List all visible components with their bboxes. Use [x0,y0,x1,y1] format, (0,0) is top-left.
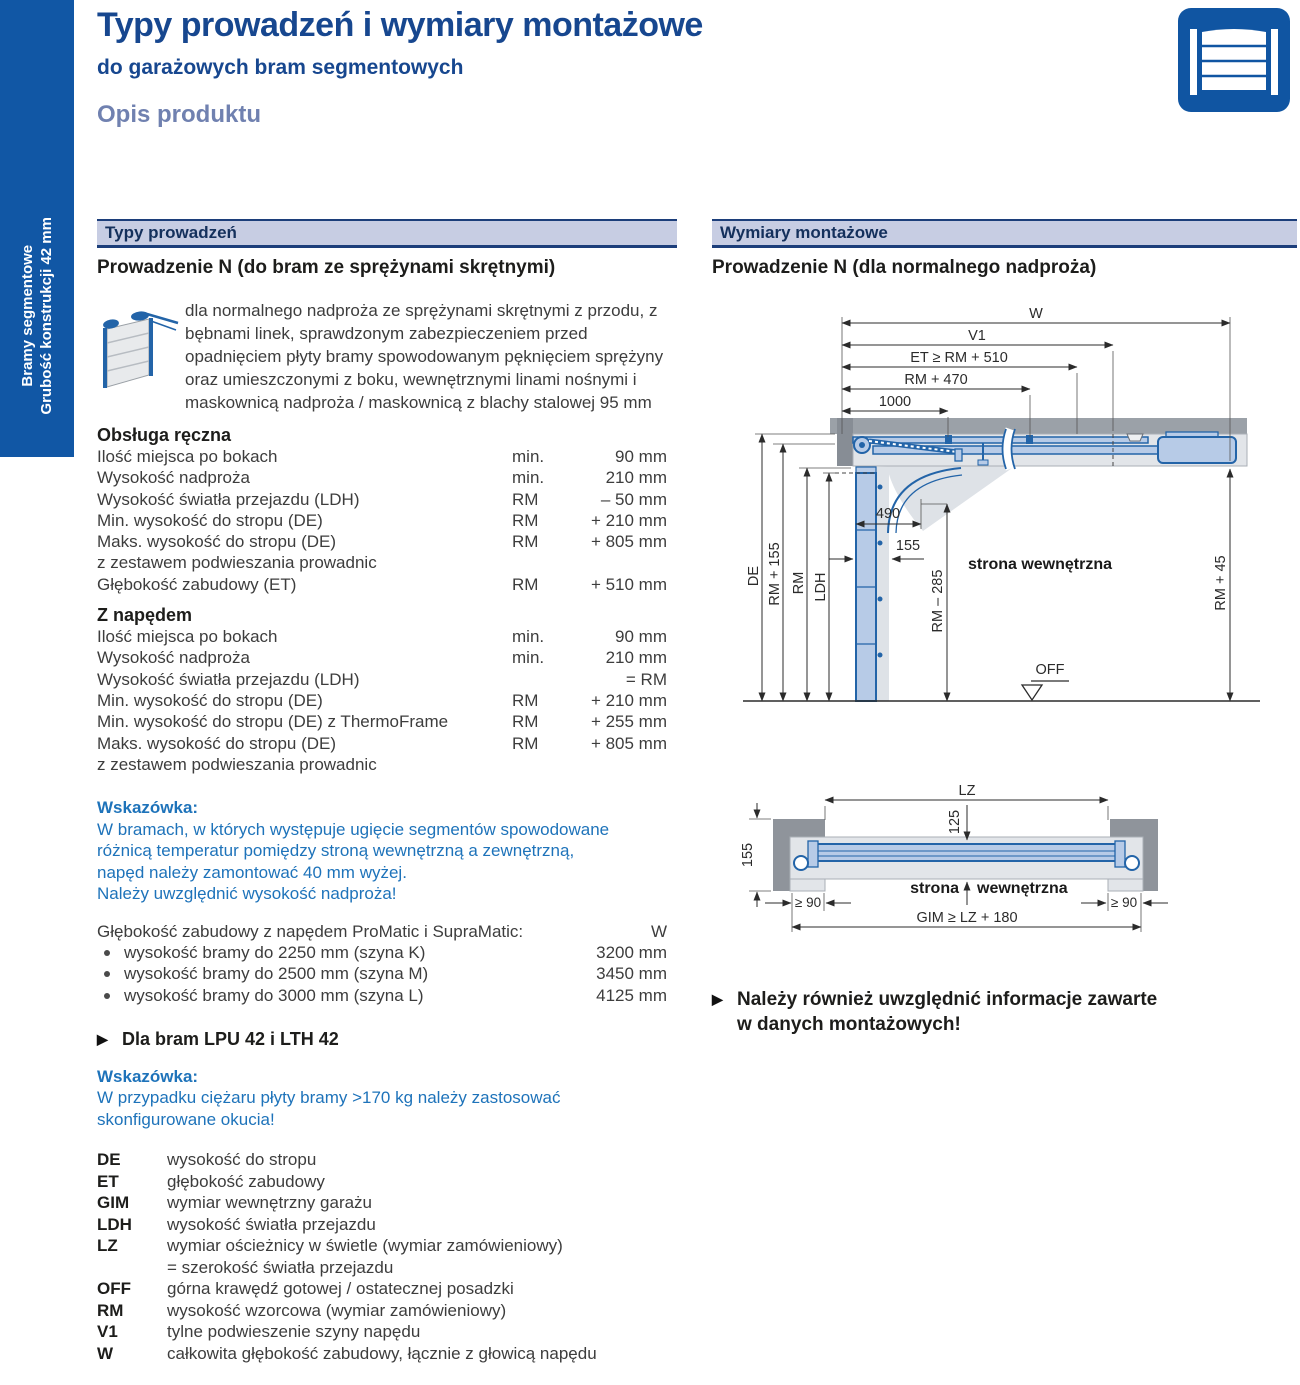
dim-rm45-label: RM + 45 [1213,555,1229,611]
lpu-heading-row [97,1029,677,1050]
mounting-n-heading: Prowadzenie N (dla normalnego nadproża) [712,257,1097,278]
row-label: Min. wysokość do stropu (DE) z ThermoFrame [97,712,449,732]
table-row [97,647,667,668]
dim-rm470-label: RM + 470 [904,372,968,388]
table-row [97,467,667,488]
row-value: + 805 mm [590,733,667,753]
suspension-clip-1000 [945,435,952,444]
door-panel-plan [815,844,1118,861]
hint-title: Wskazówka: [97,798,199,818]
dim-1000-label: 1000 [878,394,912,410]
legend-desc-line1: wymiar ościeżnicy w świetle (wymiar zamówieniowy) [167,1236,563,1256]
legend-row [97,1171,667,1193]
row-label-line1: Maks. wysokość do stropu (DE) [97,733,337,753]
cable-drum-axle [859,442,865,448]
row-label: Min. wysokość do stropu (DE) [97,510,323,530]
legend-term: RM [97,1300,124,1320]
roller [878,653,883,658]
row-qualifier: RM [512,712,539,732]
bullet-icon [97,963,124,984]
legend-term: W [97,1343,114,1363]
rear-suspension-bracket [1127,434,1143,441]
list-item-value: 3200 mm [596,942,667,962]
legend-desc-line2: = szerokość światła przejazdu [167,1257,394,1277]
hint-note-2 [97,1066,677,1131]
row-qualifier: RM [512,690,539,710]
list-item-label: wysokość bramy do 2500 mm (szyna M) [124,964,429,984]
inner-side-label-2: wewnętrzna [977,880,1068,897]
row-qualifier: min. [512,648,545,668]
dim-lz-label: LZ [958,783,976,799]
door-backing [876,467,889,701]
dim-90-left-label: ≥ 90 [794,895,822,910]
table-row [97,446,667,467]
legend-term: LZ [97,1236,118,1256]
legend-term: OFF [97,1279,131,1299]
abbreviation-legend [97,1149,667,1364]
dim-rm-label: RM [791,571,807,595]
operator-head [1158,437,1236,463]
sectional-door-pictogram [97,299,185,414]
track-n-description: dla normalnego nadproża ze sprężynami skrętnymi z przodu, z bębnami linek, sprawdzonym zabezpieczeniem przed opadnięciem płyty bramy spowodowanym pęknięciem sprężyny oraz umieszczonymi z boku, wewnętrznymi linami nośnymi i maskownicą nadproża / maskownicą z blachy stalowej 95 mm [185,301,664,412]
depth-heading-value: W [650,921,667,941]
legend-term: LDH [97,1214,132,1234]
page-subtitle: do garażowych bram segmentowych [97,56,464,79]
side-track-right [1115,841,1125,867]
note-line2: w danych montażowych! [737,1014,961,1035]
list-item [97,942,667,963]
hint-note-1 [97,797,677,905]
legend-row [97,1300,667,1322]
row-label-line2: z zestawem podwieszania prowadnic [97,754,377,774]
roller [878,597,883,602]
product-section-title: Opis produktu [97,101,261,128]
dim-de-label: DE [746,565,762,587]
dim-90-right-label: ≥ 90 [1110,895,1138,910]
spring-bracket [955,449,962,461]
dim-ldh-label: LDH [813,572,829,602]
table-row [97,669,667,690]
legend-desc: głębokość zabudowy [167,1171,325,1191]
legend-desc: tylne podwieszenie szyny napędu [167,1322,421,1342]
legend-desc: wysokość wzorcowa (wymiar zamówieniowy) [167,1300,507,1320]
mounting-data-note-text [737,987,1157,1037]
hint-line: W bramach, w których występuje ugięcie segmentów spowodowane [97,819,610,839]
legend-desc [167,1235,667,1278]
dim-v1-label: V1 [968,328,986,344]
table-row [97,733,667,776]
sidebar-line1: Bramy segmentowe [19,245,36,388]
row-qualifier: RM [512,532,539,552]
row-value: 90 mm [615,627,667,647]
row-label [97,733,512,776]
installation-depth-block [97,921,667,1006]
row-qualifier: RM [512,510,539,530]
hint-line: skonfigurowane okucia! [97,1109,275,1129]
row-label: Głębokość zabudowy (ET) [97,574,297,594]
list-item [97,963,667,984]
legend-desc: wysokość do stropu [167,1150,317,1170]
table-row [97,711,667,732]
dim-et-label: ET ≥ RM + 510 [910,350,1008,366]
row-label: Wysokość światła przejazdu (LDH) [97,489,360,509]
dim-490-label: 490 [875,506,901,522]
suspension-clip-rm470 [1026,435,1033,444]
dim-155-plan-label: 155 [740,842,756,868]
bullet-icon [97,942,124,963]
dim-w-label: W [1029,306,1043,322]
legend-row [97,1321,667,1343]
row-value: 210 mm [605,648,667,668]
hint-line: Należy uwzględnić wysokość nadproża! [97,884,397,904]
brand-sidebar [0,0,74,457]
list-item-value: 3450 mm [596,964,667,984]
mounting-data-note [712,987,1297,1037]
garage-door-icon [1178,8,1290,117]
row-label [97,531,512,574]
break-symbol [1007,429,1011,469]
right-column [712,219,1297,1037]
sidebar-line2: Grubość konstrukcji 42 mm [38,217,55,415]
note-line1: Należy również uwzględnić informacje zawarte [737,989,1158,1010]
row-label: Wysokość nadproża [97,648,250,668]
row-value: + 805 mm [590,532,667,552]
side-view-diagram [725,291,1300,741]
manual-section-title: Obsługa ręczna [97,425,232,445]
manual-table [97,446,667,595]
operator-section-title: Z napędem [97,605,193,626]
page-title: Typy prowadzeń i wymiary montażowe [97,6,703,44]
row-value: = RM [625,669,667,689]
roller-right [1125,856,1139,870]
legend-term: ET [97,1171,119,1191]
legend-desc: wysokość światła przejazdu [167,1214,376,1234]
sidebar-vertical-label [18,217,56,415]
depth-heading: Głębokość zabudowy z napędem ProMatic i SupraMatic: [97,921,524,941]
row-qualifier: min. [512,447,545,466]
legend-row [97,1278,667,1300]
off-label: OFF [1035,662,1065,678]
inner-side-label-1: strona [910,880,959,897]
row-value: + 510 mm [590,574,667,594]
legend-row [97,1149,667,1171]
list-item [97,985,667,1006]
row-label-line1: Maks. wysokość do stropu (DE) [97,532,337,552]
table-row [97,574,667,595]
roller-left [794,856,808,870]
lpu-heading: Dla bram LPU 42 i LTH 42 [122,1028,339,1049]
roller [878,541,883,546]
row-value: + 210 mm [590,510,667,530]
hint-line: napęd należy zamontować 40 mm wyżej. [97,862,407,882]
row-label-line2: z zestawem podwieszania prowadnic [97,553,377,573]
legend-row [97,1214,667,1236]
list-item-label: wysokość bramy do 2250 mm (szyna K) [124,942,426,962]
depth-heading-row [97,921,667,942]
garage-door-icon-svg [1178,8,1290,112]
row-qualifier: RM [512,574,539,594]
hint-title: Wskazówka: [97,1066,199,1086]
sectional-door-pictogram-svg [97,299,179,399]
inner-side-label: strona wewnętrzna [967,556,1113,573]
legend-term: V1 [97,1322,118,1342]
legend-term: GIM [97,1193,130,1213]
legend-row [97,1192,667,1214]
track-n-heading: Prowadzenie N (do bram ze sprężynami skrętnymi) [97,257,556,278]
dim-125-label: 125 [947,809,963,835]
dim-155-label: 155 [895,538,921,554]
table-row [97,510,667,531]
hint-line: różnicą temperatur pomiędzy stroną wewnętrzną a zewnętrzną, [97,841,575,861]
legend-term: DE [97,1150,121,1170]
section-bar-track-types: Typy prowadzeń [97,219,677,248]
legend-desc: wymiar wewnętrzny garażu [167,1193,373,1213]
row-value: 90 mm [615,447,667,466]
dim-rm155-label: RM + 155 [767,542,783,606]
dim-gim-label: GIM ≥ LZ + 180 [916,910,1018,926]
intro-block [97,299,677,414]
row-qualifier: min. [512,627,545,647]
row-qualifier: RM [512,489,539,509]
row-value: 210 mm [605,468,667,488]
row-value: – 50 mm [600,489,667,509]
arrow-right-icon: ▶ [97,1030,108,1047]
left-column [97,219,677,1364]
floor-level-symbol [1022,685,1042,700]
legend-desc: całkowita głębokość zabudowy, łącznie z głowicą napędu [167,1343,597,1363]
row-label: Ilość miejsca po bokach [97,627,278,647]
side-track-left [808,841,818,867]
roller [878,485,883,490]
row-value: + 255 mm [590,712,667,732]
section-bar-mounting-dimensions: Wymiary montażowe [712,219,1297,248]
legend-desc: górna krawędź gotowej / ostatecznej posadzki [167,1279,514,1299]
row-value: + 210 mm [590,690,667,710]
row-label: Wysokość nadproża [97,468,250,488]
operator-table [97,626,667,775]
list-item-label: wysokość bramy do 3000 mm (szyna L) [124,985,424,1005]
arrow-right-icon: ▶ [712,991,723,1007]
table-row [97,626,667,647]
row-label: Ilość miejsca po bokach [97,447,278,466]
row-qualifier: min. [512,468,545,488]
hint-line: W przypadku ciężaru płyty bramy >170 kg należy zastosować [97,1088,561,1108]
legend-row [97,1343,667,1365]
row-qualifier: RM [512,733,539,753]
row-label: Wysokość światła przejazdu (LDH) [97,669,360,689]
bullet-icon [97,985,124,1006]
dim-rm285-label: RM – 285 [930,569,946,633]
lintel-block [837,418,853,466]
plan-view-diagram [725,767,1300,967]
table-row [97,531,667,574]
table-row [97,690,667,711]
table-row [97,489,667,510]
legend-row [97,1235,667,1278]
row-label: Min. wysokość do stropu (DE) [97,690,323,710]
list-item-value: 4125 mm [596,985,667,1005]
